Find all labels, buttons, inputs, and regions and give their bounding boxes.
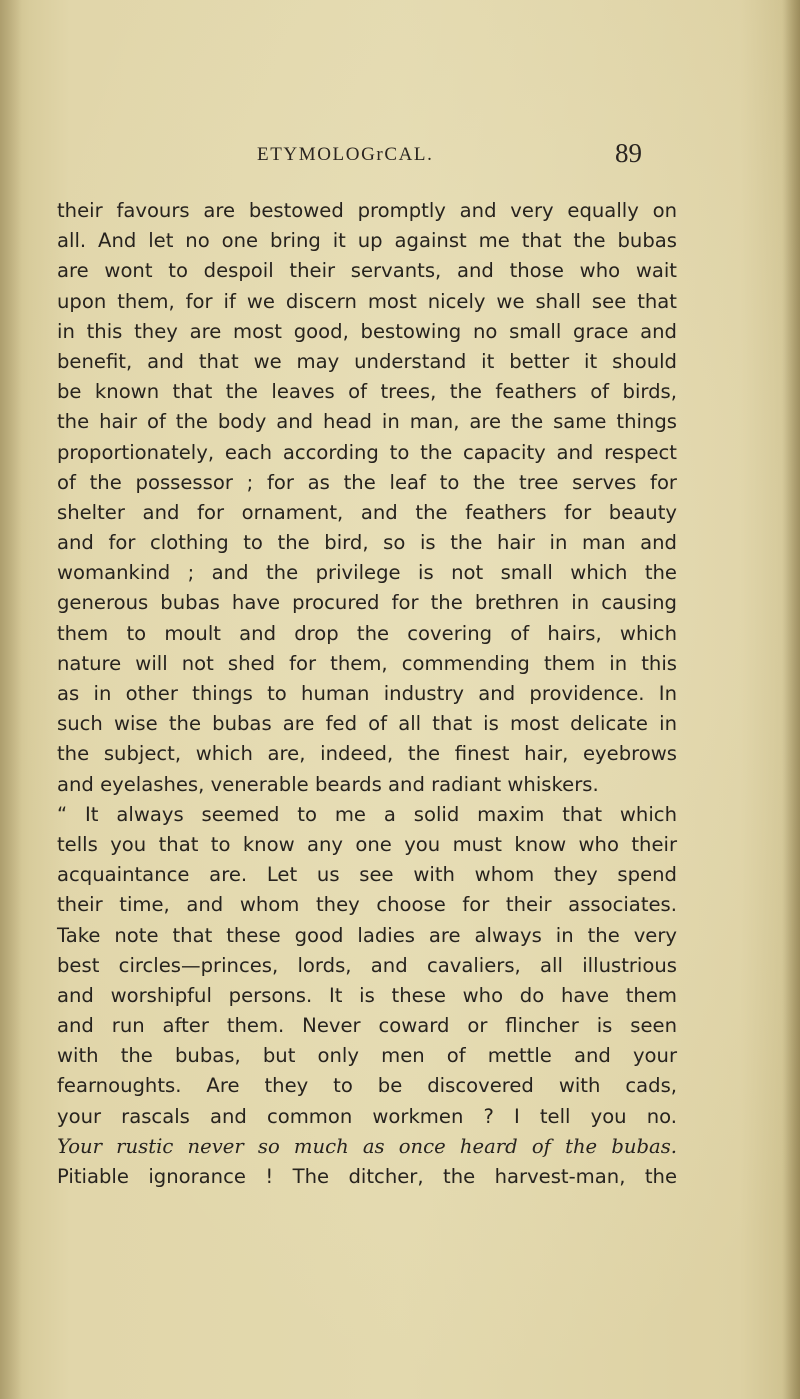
text-line: of the possessor ; for as the leaf to the tree serves for: [57, 470, 677, 494]
text-line: upon them, for if we discern most nicely we shall see that: [57, 289, 677, 313]
text-line: their time, and whom they choose for their associates.: [57, 893, 677, 917]
body-text: [57, 196, 677, 1192]
text-line: acquaintance are. Let us see with whom they spend: [57, 863, 677, 887]
text-line: with the bubas, but only men of mettle and your: [57, 1044, 677, 1068]
page-number: 89: [615, 138, 642, 168]
page-header: [0, 138, 800, 178]
text-line: proportionately, each according to the capacity and respect: [57, 440, 677, 464]
text-line: and worshipful persons. It is these who do have them: [57, 983, 677, 1007]
text-line: all. And let no one bring it up against me that the bubas: [57, 229, 677, 253]
text-line: and for clothing to the bird, so is the hair in man and: [57, 531, 677, 555]
text-line: tells you that to know any one you must know who their: [57, 832, 677, 856]
text-line: best circles—princes, lords, and cavaliers, all illustrious: [57, 953, 677, 977]
text-line: your rascals and common workmen ? I tell you no.: [57, 1104, 677, 1128]
text-line: generous bubas have procured for the brethren in causing: [57, 591, 677, 615]
text-line: be known that the leaves of trees, the feathers of birds,: [57, 380, 677, 404]
page-edge-shadow: [782, 0, 800, 1399]
text-line: the hair of the body and head in man, are the same things: [57, 410, 677, 434]
text-line: Take note that these good ladies are always in the very: [57, 923, 677, 947]
text-line: them to moult and drop the covering of hairs, which: [57, 621, 677, 645]
text-line: nature will not shed for them, commending them in this: [57, 651, 677, 675]
text-line: in this they are most good, bestowing no small grace and: [57, 319, 677, 343]
text-line: Pitiable ignorance ! The ditcher, the harvest-man, the: [57, 1165, 677, 1188]
text-line: their favours are bestowed promptly and very equally on: [57, 199, 677, 222]
text-line: shelter and for ornament, and the feathers for beauty: [57, 500, 677, 524]
text-line: such wise the bubas are fed of all that is most delicate in: [57, 712, 677, 736]
text-line: the subject, which are, indeed, the finest hair, eyebrows: [57, 742, 677, 766]
text-line: and run after them. Never coward or flincher is seen: [57, 1014, 677, 1038]
running-head: ETYMOLOGrCAL.: [257, 144, 434, 165]
text-line: are wont to despoil their servants, and those who wait: [57, 259, 677, 283]
text-line: fearnoughts. Are they to be discovered with cads,: [57, 1074, 677, 1098]
text-line: benefit, and that we may understand it better it should: [57, 349, 677, 373]
text-line-italic: Your rustic never so much as once heard of the bubas.: [57, 1134, 677, 1158]
text-line: and eyelashes, venerable beards and radiant whiskers.: [57, 772, 599, 796]
text-line: “ It always seemed to me a solid maxim that which: [57, 802, 677, 826]
text-line: womankind ; and the privilege is not small which the: [57, 561, 677, 585]
page-gutter-shadow: [0, 0, 22, 1399]
text-line: as in other things to human industry and providence. In: [57, 682, 677, 705]
